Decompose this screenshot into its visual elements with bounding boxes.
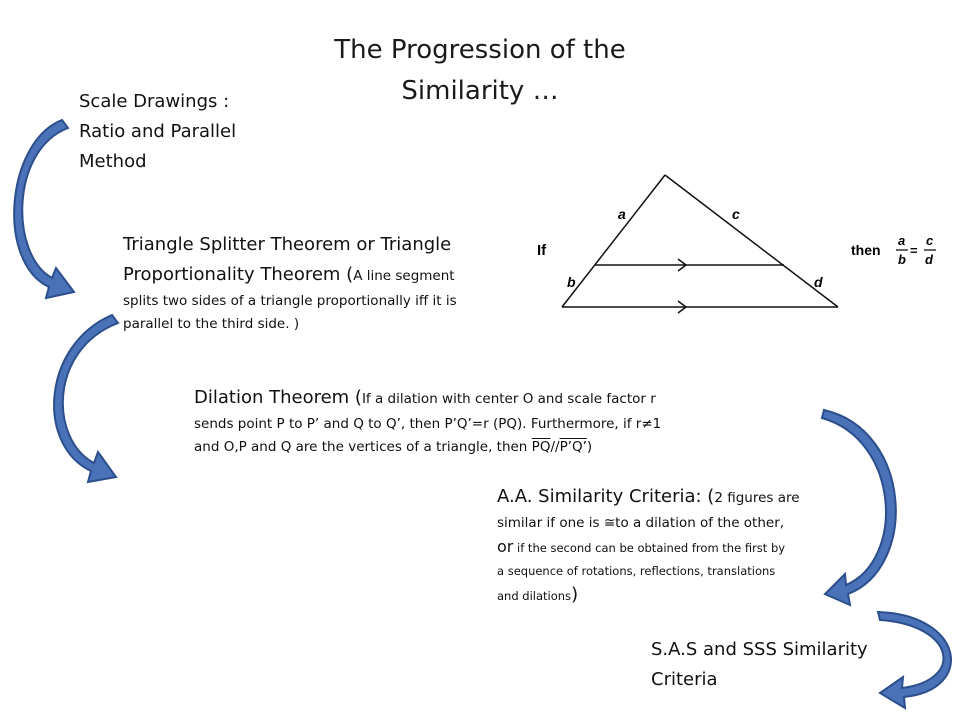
label-d: d: [814, 274, 823, 290]
then-label: then: [851, 242, 881, 258]
ratio-c: c: [926, 233, 934, 248]
step4-line-2: similar if one is ≅to a dilation of the other,: [497, 515, 785, 531]
step4-line-3-or: or: [497, 537, 514, 556]
ratio-d: d: [925, 252, 933, 267]
step1-line-1: Scale Drawings :: [79, 91, 230, 112]
step2-line-1: Triangle Splitter Theorem or Triangle: [123, 234, 452, 255]
step4-line-3-rest: if the second can be obtained from the first by: [513, 541, 786, 555]
step4-line-5-close: ): [571, 584, 579, 605]
ratio-b: b: [898, 252, 906, 267]
if-label: If: [537, 242, 547, 259]
step4-line-1-small: 2 figures are: [714, 490, 800, 506]
step3-line-1-small: If a dilation with center O and scale factor r: [361, 391, 656, 407]
step2-line-3: splits two sides of a triangle proportionally iff it is: [123, 293, 457, 309]
step4-line-5-text: and dilations: [497, 589, 572, 603]
segment-p-prime-q-prime: P’Q’: [559, 439, 587, 455]
label-c: c: [732, 206, 740, 222]
title-line-2: Similarity …: [401, 76, 559, 106]
step3-line-2: sends point P to P’ and Q to Q’, then P’Q’=r (PQ). Furthermore, if r≠1: [194, 416, 662, 432]
step1-line-2: Ratio and Parallel: [79, 121, 237, 142]
step1-line-3: Method: [79, 151, 147, 172]
label-b: b: [567, 274, 576, 290]
step3-line-1-main: Dilation Theorem (: [194, 387, 362, 408]
step2-line-4: parallel to the third side. ): [123, 316, 300, 332]
step5-line-2: Criteria: [651, 669, 718, 690]
label-a: a: [618, 206, 626, 222]
step4-line-1-main: A.A. Similarity Criteria: (: [497, 486, 715, 507]
title-line-1: The Progression of the: [334, 35, 626, 65]
step2-line-2-main: Proportionality Theorem (: [123, 264, 354, 285]
step3-line-3-post: ): [586, 439, 593, 455]
step3-line-3-pre: and O,P and Q are the vertices of a triangle, then: [194, 439, 532, 455]
step5-line-1: S.A.S and SSS Similarity: [651, 639, 868, 660]
ratio-equals: =: [910, 243, 918, 258]
step2-line-2-small: A line segment: [353, 268, 455, 284]
parallel-symbol: //: [550, 439, 560, 455]
step4-line-4: a sequence of rotations, reflections, translations: [497, 564, 776, 578]
segment-pq: $\overline{PQ}$: [531, 439, 551, 455]
ratio-a: a: [898, 233, 906, 248]
